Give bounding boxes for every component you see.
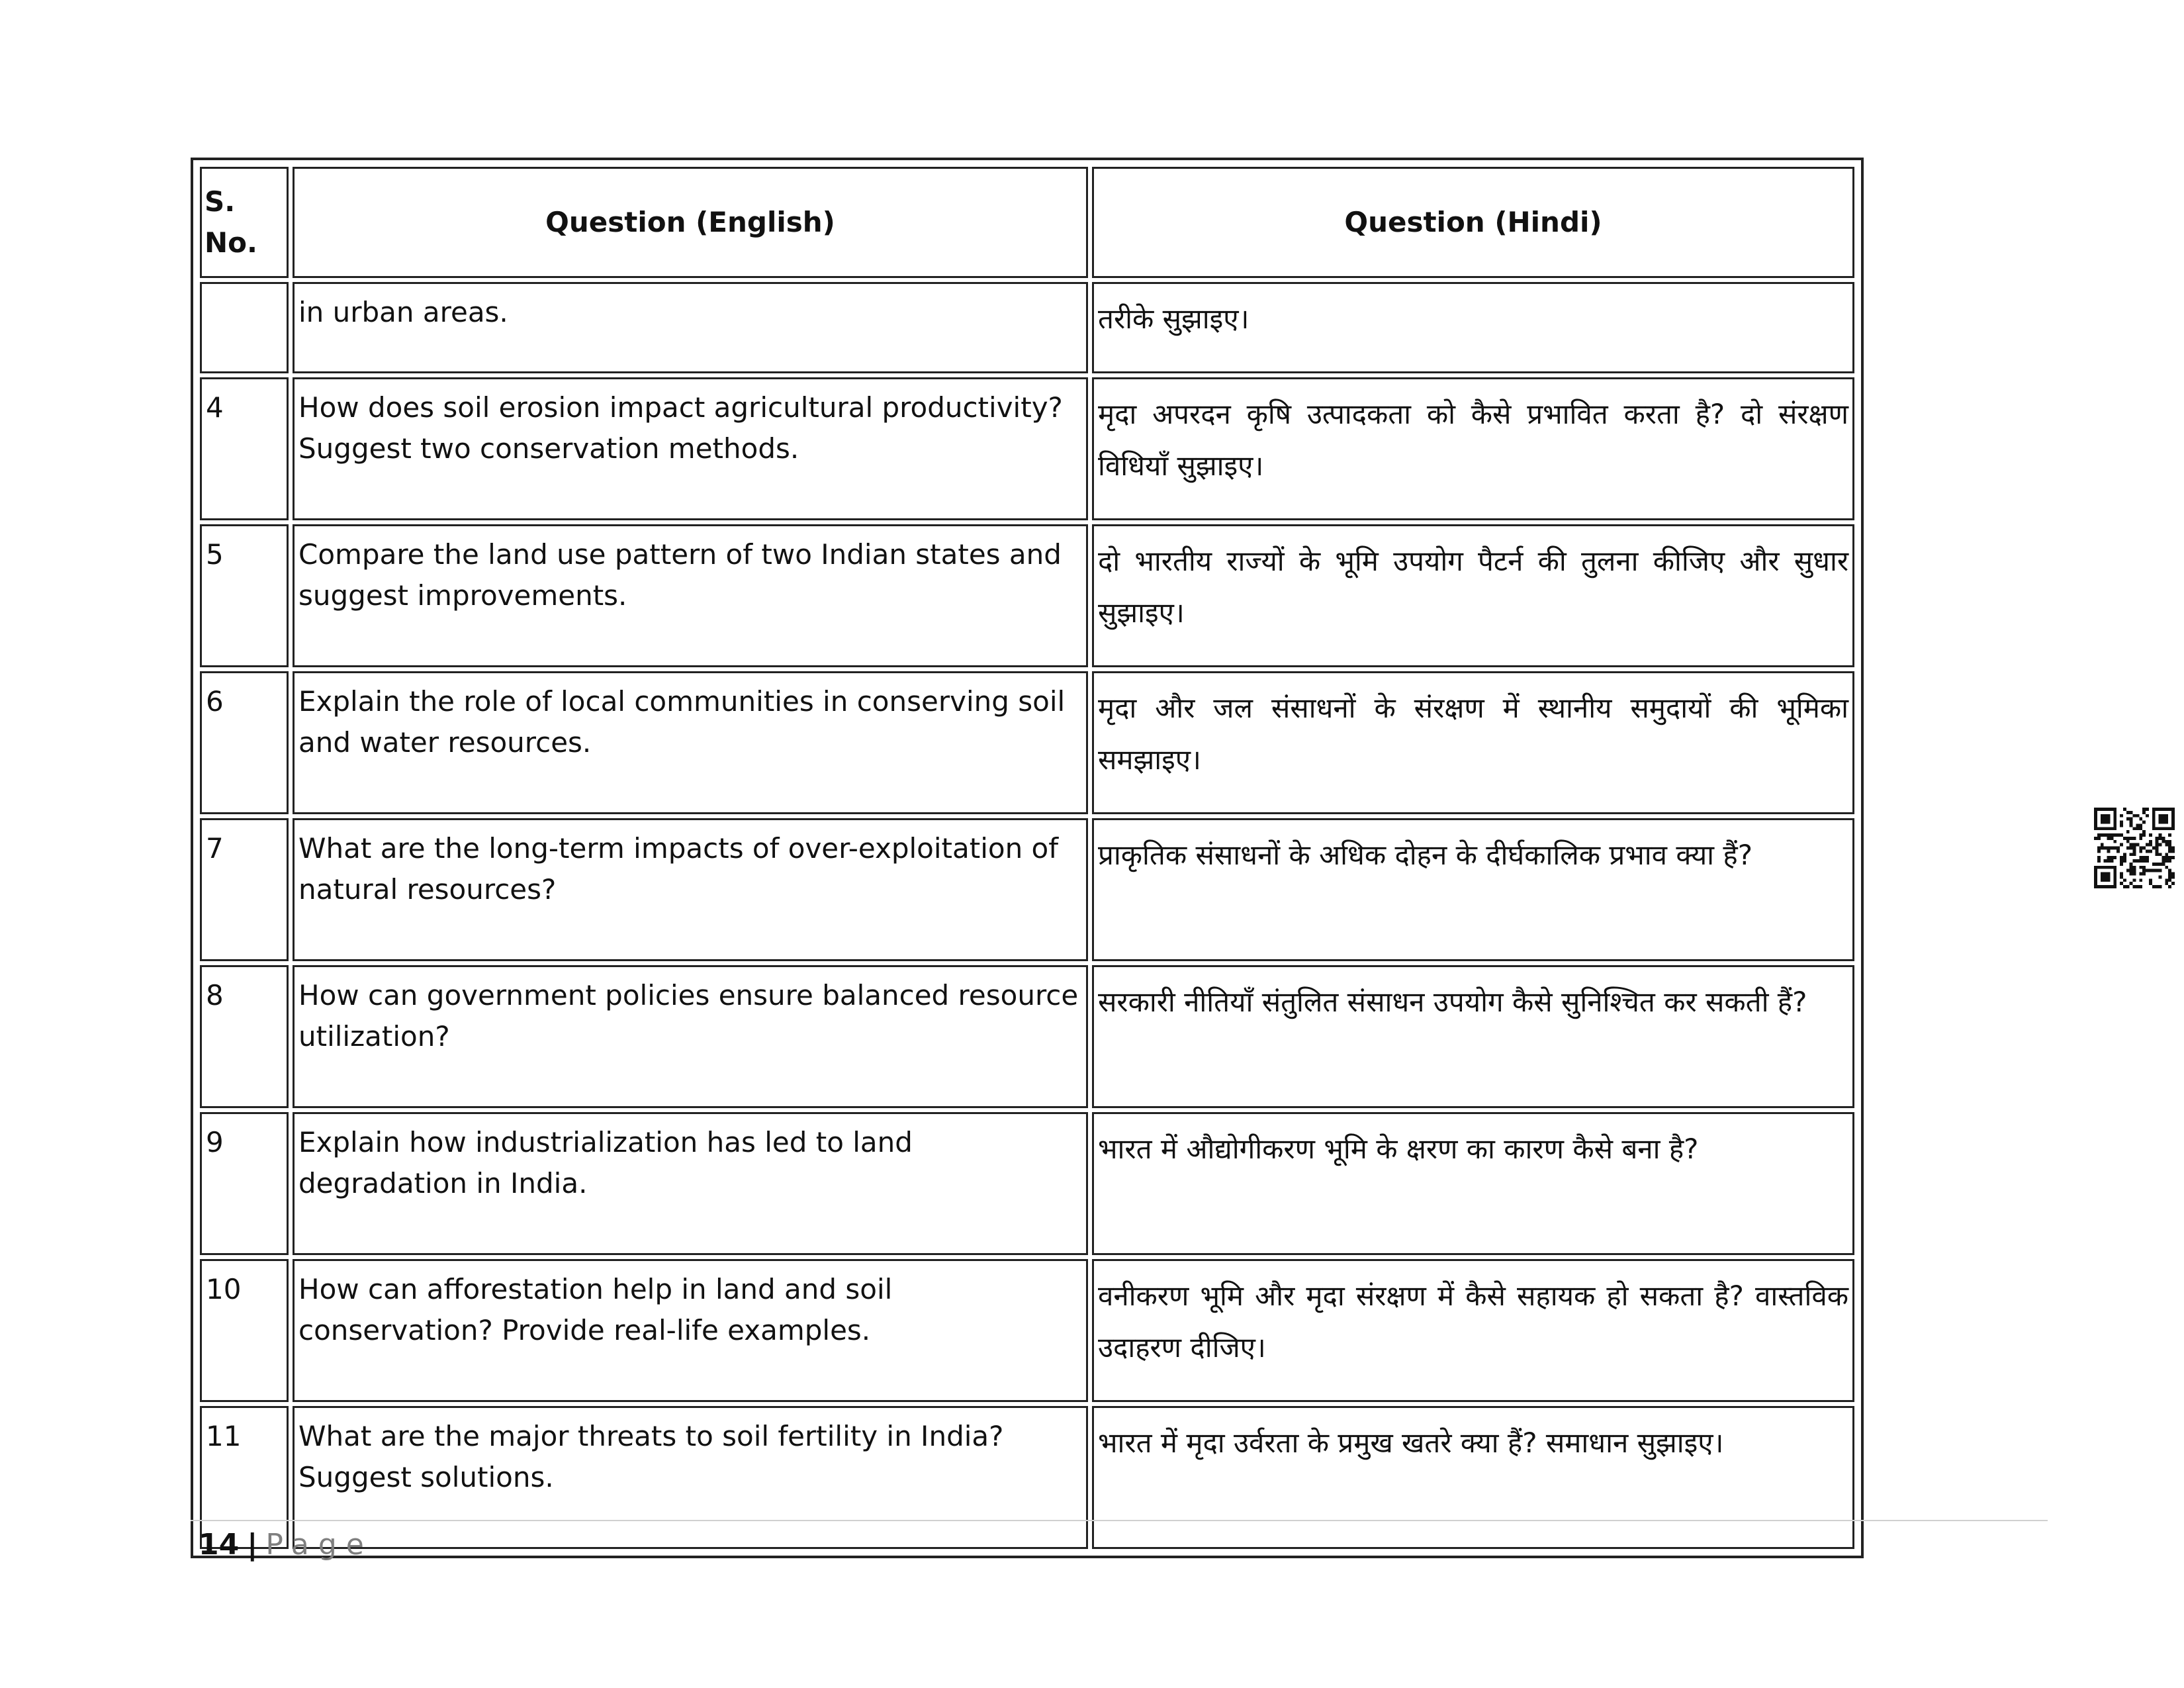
question-english: Explain how industrialization has led to land degradation in India. [293,1112,1088,1255]
question-row [200,965,1854,1108]
question-hindi: मृदा अपरदन कृषि उत्पादकता को कैसे प्रभावित करता है? दो संरक्षण विधियाँ सुझाइए। [1092,377,1854,520]
question-sno: 10 [200,1259,289,1402]
question-hindi: मृदा और जल संसाधनों के संरक्षण में स्थानीय समुदायों की भूमिका समझाइए। [1092,671,1854,814]
question-sno: 9 [200,1112,289,1255]
footer-divider [191,1520,2048,1521]
page-number: 14 [199,1528,240,1562]
question-row [200,818,1854,961]
question-sno: 8 [200,965,289,1108]
question-hindi: वनीकरण भूमि और मृदा संरक्षण में कैसे सहायक हो सकता है? वास्तविक उदाहरण दीजिए। [1092,1259,1854,1402]
question-row [200,524,1854,667]
question-row [200,1112,1854,1255]
question-sno: 5 [200,524,289,667]
question-row [200,1406,1854,1549]
page-footer [199,1526,373,1564]
qr-code-icon [2094,808,2175,888]
question-sno: 6 [200,671,289,814]
question-hindi: सरकारी नीतियाँ संतुलित संसाधन उपयोग कैसे सुनिश्चित कर सकती हैं? [1092,965,1854,1108]
question-english: How can afforestation help in land and soil conservation? Provide real-life examples. [293,1259,1088,1402]
question-english: How can government policies ensure balanced resource utilization? [293,965,1088,1108]
question-english: What are the major threats to soil fertility in India? Suggest solutions. [293,1406,1088,1549]
continuation-sno [200,282,289,373]
question-english: What are the long-term impacts of over-exploitation of natural resources? [293,818,1088,961]
continuation-hindi: तरीके सुझाइए। [1092,282,1854,373]
question-row [200,1259,1854,1402]
questions-table [191,158,1864,1558]
question-hindi: भारत में मृदा उर्वरता के प्रमुख खतरे क्या हैं? समाधान सुझाइए। [1092,1406,1854,1549]
page-label: Page [265,1528,373,1562]
continuation-row [200,282,1854,373]
question-english: Explain the role of local communities in conserving soil and water resources. [293,671,1088,814]
question-english: How does soil erosion impact agricultural productivity? Suggest two conservation methods. [293,377,1088,520]
question-row [200,377,1854,520]
footer-separator: | [247,1528,258,1562]
question-hindi: दो भारतीय राज्यों के भूमि उपयोग पैटर्न की तुलना कीजिए और सुधार सुझाइए। [1092,524,1854,667]
question-row [200,671,1854,814]
question-hindi: भारत में औद्योगीकरण भूमि के क्षरण का कारण कैसे बना है? [1092,1112,1854,1255]
header-hindi: Question (Hindi) [1092,167,1854,278]
question-english: Compare the land use pattern of two Indian states and suggest improvements. [293,524,1088,667]
question-sno: 11 [200,1406,289,1549]
continuation-english: in urban areas. [293,282,1088,373]
question-hindi: प्राकृतिक संसाधनों के अधिक दोहन के दीर्घकालिक प्रभाव क्या हैं? [1092,818,1854,961]
question-sno: 4 [200,377,289,520]
header-english: Question (English) [293,167,1088,278]
header-sno: S. No. [200,167,289,278]
question-sno: 7 [200,818,289,961]
header-row [200,167,1854,278]
